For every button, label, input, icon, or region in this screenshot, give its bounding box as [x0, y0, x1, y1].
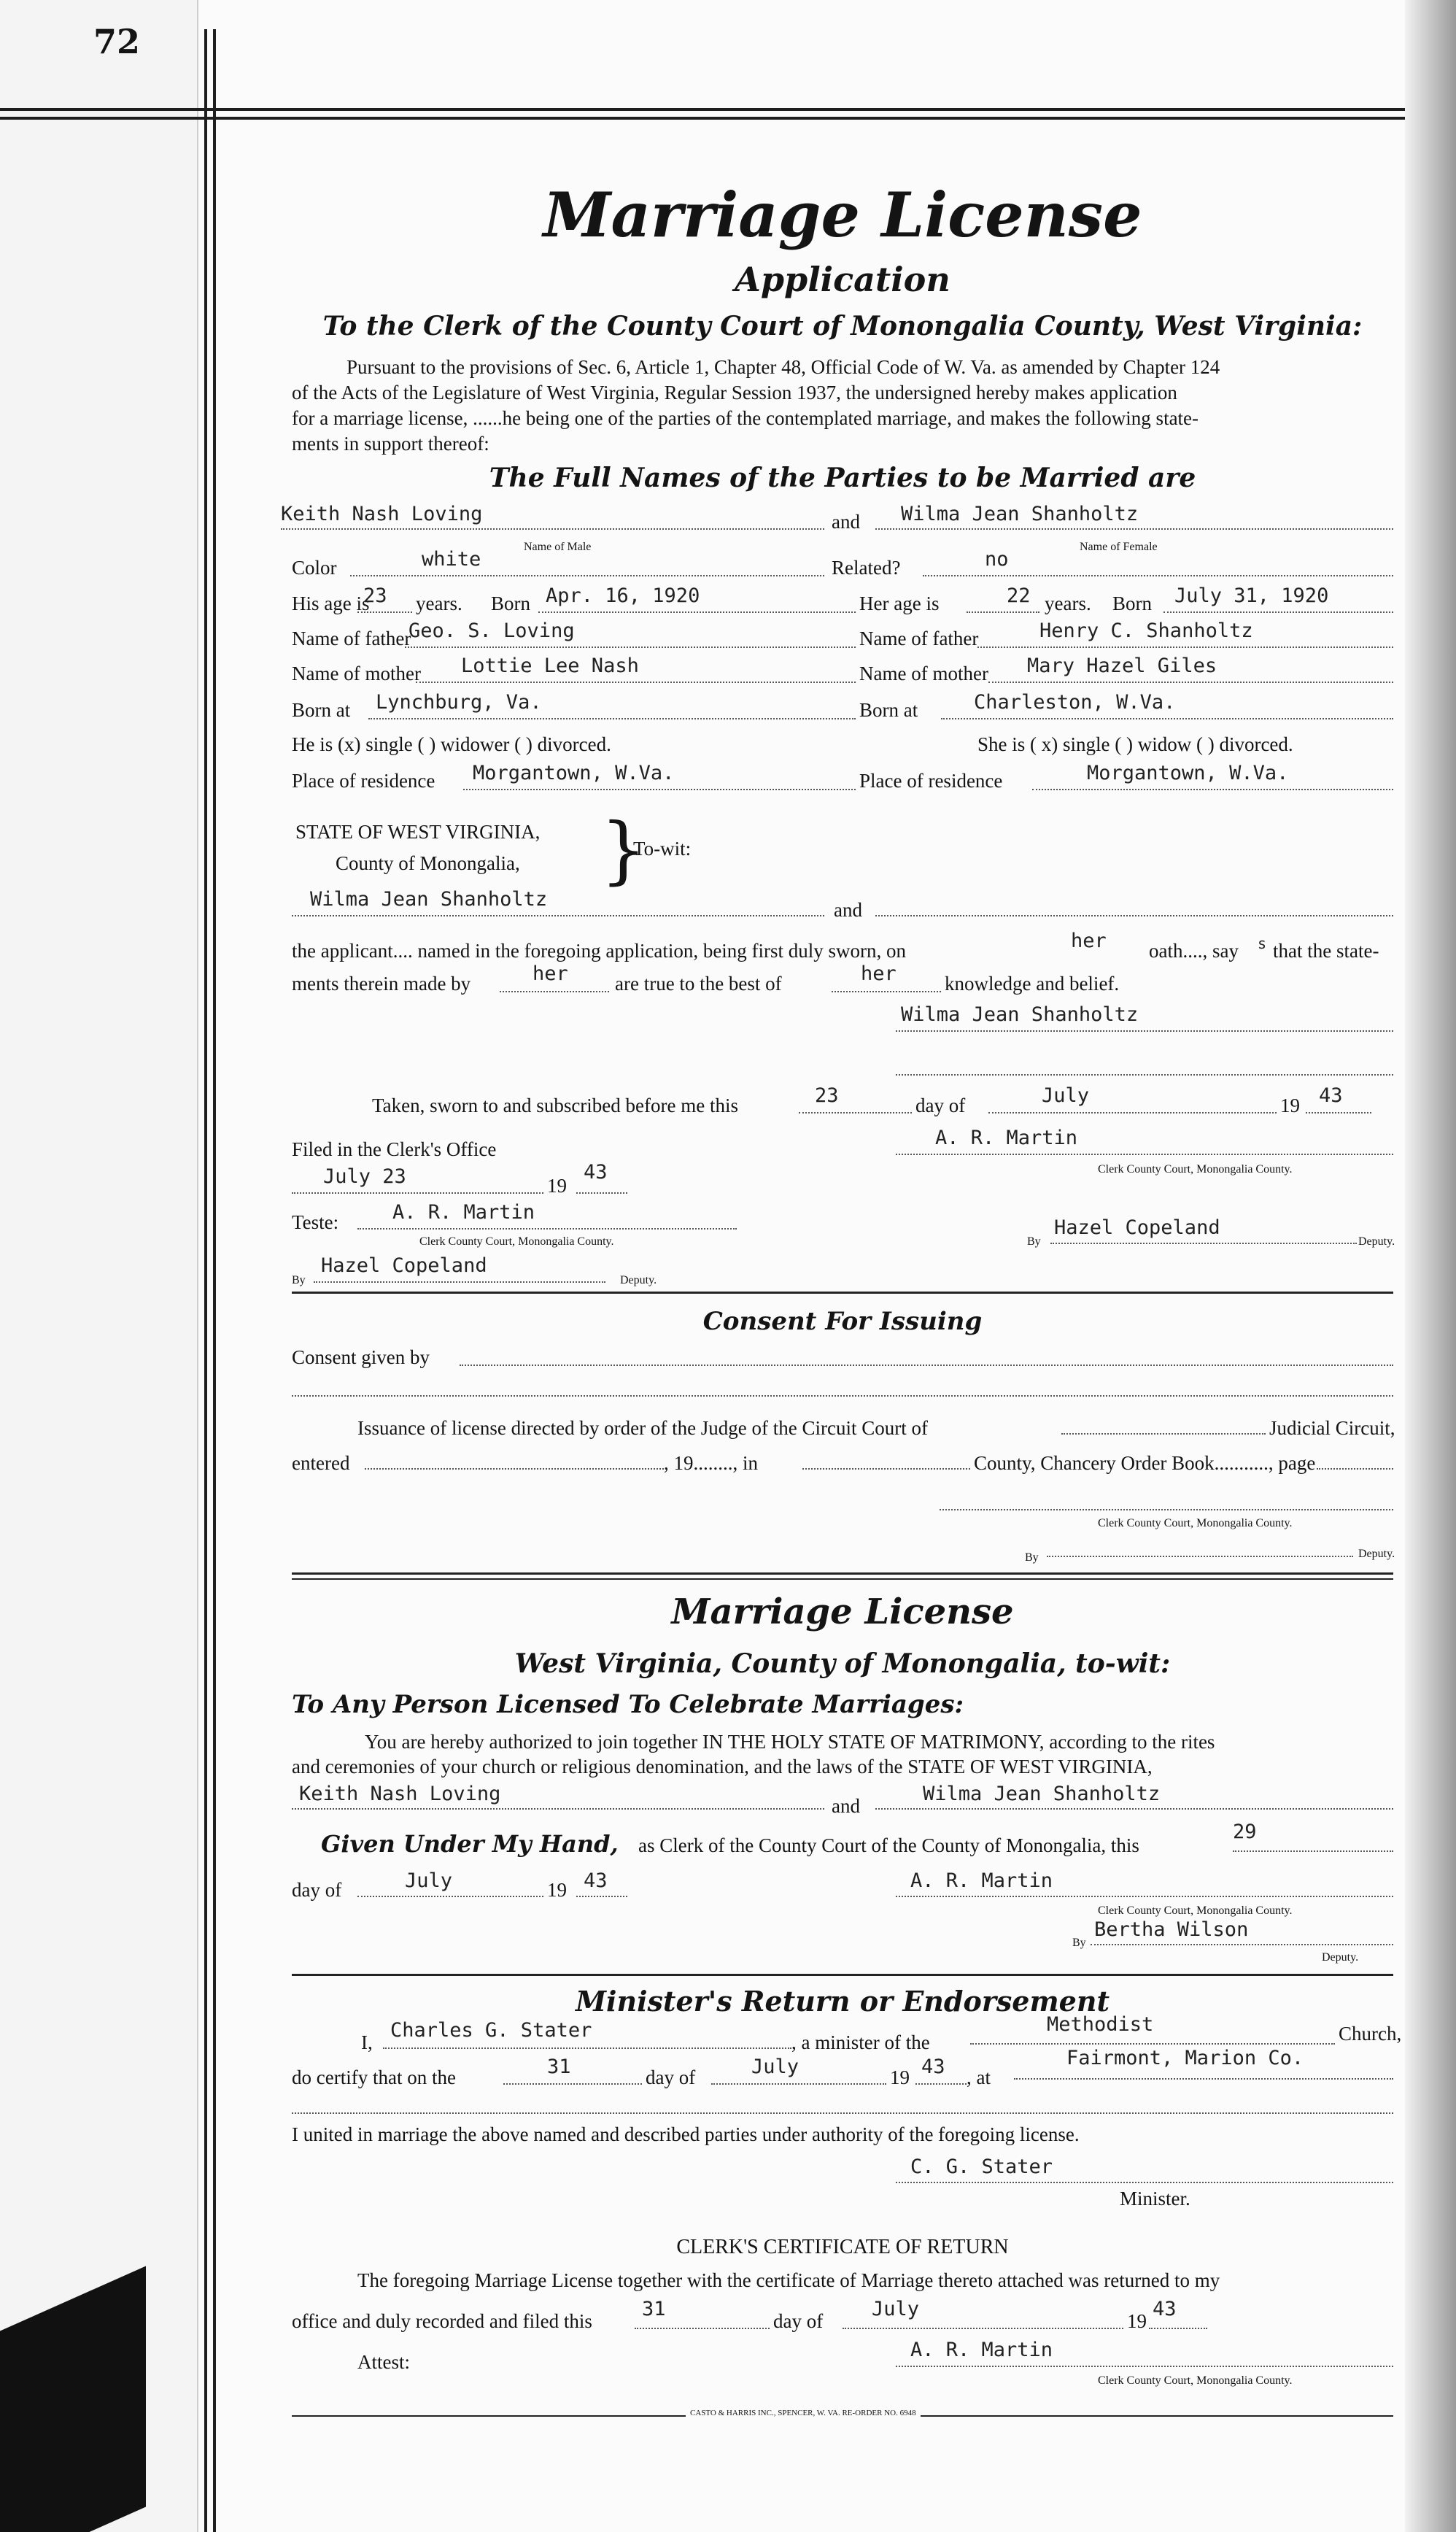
female-years-label: years.: [1045, 593, 1091, 614]
consent-given-by-line: [460, 1365, 1393, 1366]
male-father-label: Name of father: [292, 628, 411, 649]
parties-heading: The Full Names of the Parties to be Married are: [489, 463, 1196, 493]
minister-certify-label: do certify that on the: [292, 2066, 456, 2088]
license-deputy: Bertha Wilson: [1094, 1918, 1249, 1941]
license-month: July: [405, 1869, 453, 1892]
license-text-1: You are hereby authorized to join together IN THE HOLY STATE OF MATRIMONY, according to the rites: [365, 1731, 1215, 1753]
male-mother: Lottie Lee Nash: [461, 655, 639, 677]
minister-day-line: [503, 2083, 642, 2085]
male-born-at: Lynchburg, Va.: [376, 691, 542, 714]
male-born-label: Born: [491, 593, 530, 614]
male-name-caption: Name of Male: [524, 541, 592, 553]
page-edge-shadow: [1405, 0, 1456, 2532]
consent-page-line: [1317, 1468, 1393, 1470]
minister-united-text: I united in marriage the above named and described parties under authority of the foregoing license.: [292, 2123, 1080, 2145]
applicant-line-2b: are true to the best of: [615, 973, 782, 995]
certificate-text-1: The foregoing Marriage License together with the certificate of Marriage thereto attached was returned to my: [357, 2269, 1220, 2291]
minister-i-label: I,: [361, 2031, 373, 2053]
female-mother: Mary Hazel Giles: [1027, 655, 1217, 677]
minister-day-of-label: day of: [646, 2066, 696, 2088]
female-born-line: [1163, 611, 1393, 613]
oath-pronoun-2-line: [500, 991, 609, 992]
teste-by-label: By: [292, 1274, 306, 1286]
minister-blank-line: [292, 2112, 1393, 2114]
license-to-any: To Any Person Licensed To Celebrate Marriages:: [292, 1690, 964, 1719]
certificate-attest-label: Attest:: [357, 2351, 410, 2373]
male-color: white: [422, 548, 481, 571]
female-age-line: [967, 611, 1039, 613]
minister-label: Minister.: [1120, 2188, 1190, 2209]
minister-month-line: [711, 2083, 886, 2085]
oath-deputy-line: [1050, 1243, 1357, 1244]
intro-line-4: ments in support thereof:: [292, 433, 489, 455]
applicant-line-1b: oath...., say: [1149, 940, 1239, 962]
minister-day: 31: [547, 2056, 571, 2078]
male-born-at-label: Born at: [292, 699, 351, 721]
oath-pronoun-1: her: [1071, 930, 1107, 952]
consent-line-2: [292, 1395, 1393, 1397]
minister-church: Methodist: [1047, 2013, 1154, 2036]
oath-pronoun-3: her: [861, 962, 897, 985]
certificate-19-label: 19: [1127, 2310, 1147, 2332]
certificate-clerk: A. R. Martin: [910, 2339, 1053, 2361]
male-born-at-line: [368, 718, 856, 719]
minister-name: Charles G. Stater: [390, 2019, 592, 2042]
related-value: no: [985, 548, 1009, 571]
license-female-line: [875, 1808, 1393, 1810]
teste-caption: Clerk County Court, Monongalia County.: [419, 1235, 614, 1248]
oath-say-suffix: s: [1258, 935, 1267, 952]
oath-pronoun-3-line: [832, 991, 941, 992]
minister-place-line: [1014, 2078, 1393, 2080]
ledger-rule-left-2: [213, 29, 216, 2532]
certificate-heading: CLERK'S CERTIFICATE OF RETURN: [676, 2236, 1009, 2258]
license-deputy-caption: Deputy.: [1322, 1951, 1359, 1964]
intro-line-2: of the Acts of the Legislature of West Virginia, Regular Session 1937, the undersigned hereby makes application: [292, 382, 1177, 404]
consent-entered-line: [365, 1468, 664, 1470]
oath-applicant2-line: [875, 915, 1393, 916]
document-subtitle: Application: [735, 260, 950, 299]
teste-line: [357, 1228, 737, 1230]
printer-footer: CASTO & HARRIS INC., SPENCER, W. VA. RE-ORDER NO. 6948: [686, 2408, 921, 2418]
oath-signature: Wilma Jean Shanholtz: [901, 1003, 1139, 1026]
license-month-line: [357, 1896, 543, 1897]
consent-deputy-line: [1047, 1556, 1353, 1557]
female-born-at-label: Born at: [859, 699, 918, 721]
certificate-day-line: [635, 2328, 770, 2329]
consent-line-1a: Issuance of license directed by order of the Judge of the Circuit Court of: [357, 1417, 928, 1439]
oath-month: July: [1042, 1084, 1090, 1107]
minister-19-label: 19: [890, 2066, 910, 2088]
applicant-line-1a: the applicant.... named in the foregoing application, being first duly sworn, on: [292, 940, 907, 962]
license-subheading: West Virginia, County of Monongalia, to-wit:: [514, 1648, 1171, 1679]
divider-2b: [292, 1578, 1393, 1580]
certificate-year: 43: [1153, 2298, 1177, 2320]
certificate-month: July: [872, 2298, 920, 2320]
male-age: 23: [363, 584, 387, 607]
certificate-day-of-label: day of: [773, 2310, 824, 2332]
male-born-line: [538, 611, 856, 613]
consent-line-2a: entered: [292, 1452, 350, 1474]
female-born-at-line: [941, 718, 1393, 719]
minister-place: Fairmont, Marion Co.: [1066, 2047, 1304, 2069]
teste-deputy-line: [314, 1281, 605, 1283]
divider-2: [292, 1572, 1393, 1575]
license-deputy-line: [1091, 1944, 1393, 1945]
female-name-caption: Name of Female: [1080, 541, 1158, 553]
minister-signature: C. G. Stater: [910, 2155, 1053, 2178]
teste-clerk: A. R. Martin: [392, 1201, 535, 1224]
address-line: To the Clerk of the County Court of Monongalia County, West Virginia:: [322, 311, 1363, 341]
teste-deputy-caption: Deputy.: [620, 1274, 657, 1286]
consent-clerk-line: [940, 1509, 1393, 1510]
taken-sworn-label: Taken, sworn to and subscribed before me this: [372, 1095, 738, 1116]
consent-heading: Consent For Issuing: [702, 1307, 983, 1336]
color-line: [350, 575, 824, 576]
male-residence-label: Place of residence: [292, 770, 435, 792]
ledger-rule-top: [0, 108, 1408, 111]
consent-deputy-caption: Deputy.: [1358, 1548, 1395, 1560]
female-name-line: [875, 528, 1393, 530]
and-label: and: [832, 511, 860, 533]
consent-line-1b: Judicial Circuit,: [1269, 1417, 1395, 1439]
teste-deputy: Hazel Copeland: [321, 1254, 487, 1277]
color-label: Color: [292, 557, 337, 579]
oath-clerk-line: [896, 1154, 1393, 1155]
oath-applicant-line: [292, 915, 824, 916]
certificate-clerk-line: [896, 2366, 1393, 2367]
license-clerk-caption: Clerk County Court, Monongalia County.: [1098, 1904, 1293, 1917]
license-day-line: [1233, 1850, 1393, 1852]
female-residence: Morgantown, W.Va.: [1087, 762, 1289, 784]
female-marital-status: She is ( x) single ( ) widow ( ) divorced.: [977, 733, 1293, 755]
minister-at-label: , at: [967, 2066, 991, 2088]
minister-signature-line: [896, 2182, 1393, 2183]
oath-by-label: By: [1027, 1235, 1041, 1248]
filed-year-line: [576, 1192, 627, 1194]
minister-church-label: Church,: [1339, 2023, 1402, 2045]
filed-in-label: Filed in the Clerk's Office: [292, 1138, 497, 1160]
oath-day-of-label: day of: [915, 1095, 966, 1116]
oath-pronoun-2: her: [533, 962, 568, 985]
license-day-of-label: day of: [292, 1879, 342, 1901]
applicant-line-2c: knowledge and belief.: [945, 973, 1120, 995]
license-year: 43: [584, 1869, 608, 1892]
ledger-rule-left: [204, 29, 207, 2532]
ledger-rule-top-2: [0, 117, 1408, 120]
oath-month-line: [988, 1112, 1277, 1113]
oath-clerk: A. R. Martin: [935, 1127, 1078, 1149]
female-residence-line: [1032, 789, 1393, 790]
male-name: Keith Nash Loving: [281, 503, 483, 525]
female-father-label: Name of father: [859, 628, 979, 649]
oath-deputy: Hazel Copeland: [1054, 1216, 1220, 1239]
license-by-label: By: [1072, 1937, 1086, 1949]
male-residence: Morgantown, W.Va.: [473, 762, 675, 784]
female-father: Henry C. Shanholtz: [1039, 620, 1253, 642]
minister-year-line: [915, 2083, 967, 2085]
female-residence-label: Place of residence: [859, 770, 1003, 792]
license-19-label: 19: [547, 1879, 567, 1901]
state-label: STATE OF WEST VIRGINIA,: [295, 821, 541, 843]
oath-19-label: 19: [1280, 1095, 1300, 1116]
certificate-clerk-caption: Clerk County Court, Monongalia County.: [1098, 2374, 1293, 2387]
intro-line-3: for a marriage license, ......he being one of the parties of the contemplated marriage, and makes the following state-: [292, 407, 1199, 429]
license-and-label: and: [832, 1795, 860, 1817]
oath-day: 23: [815, 1084, 839, 1107]
oath-day-line: [799, 1112, 912, 1113]
license-male-name: Keith Nash Loving: [299, 1783, 501, 1805]
minister-name-line: [383, 2047, 791, 2049]
male-age-line: [357, 611, 412, 613]
male-mother-label: Name of mother: [292, 663, 421, 684]
oath-year: 43: [1319, 1084, 1343, 1107]
county-label: County of Monongalia,: [336, 852, 520, 874]
her-age-label: Her age is: [859, 593, 940, 614]
certificate-day: 31: [642, 2298, 666, 2320]
oath-applicant: Wilma Jean Shanholtz: [310, 888, 548, 911]
filed-19-label: 19: [547, 1175, 567, 1197]
license-female-name: Wilma Jean Shanholtz: [923, 1783, 1161, 1805]
male-father-line: [405, 646, 856, 648]
certificate-month-line: [843, 2328, 1123, 2329]
minister-a-minister-label: , a minister of the: [791, 2031, 930, 2053]
to-wit-label: To-wit:: [633, 838, 692, 860]
minister-church-line: [970, 2043, 1335, 2045]
minister-heading: Minister's Return or Endorsement: [575, 1985, 1110, 2018]
female-name: Wilma Jean Shanholtz: [901, 503, 1139, 525]
female-born: July 31, 1920: [1174, 584, 1329, 607]
related-label: Related?: [832, 557, 901, 579]
license-day: 29: [1233, 1821, 1257, 1843]
female-father-line: [977, 646, 1393, 648]
license-year-line: [576, 1896, 627, 1897]
consent-circuit-line: [1061, 1433, 1266, 1435]
male-marital-status: He is (x) single ( ) widower ( ) divorced.: [292, 733, 611, 755]
male-years-label: years.: [416, 593, 462, 614]
page-number: 72: [93, 22, 141, 61]
filed-year: 43: [584, 1161, 608, 1184]
consent-line-2b: , 19........, in: [664, 1452, 759, 1474]
related-line: [923, 575, 1393, 576]
given-under-hand: Given Under My Hand,: [321, 1830, 619, 1858]
female-mother-line: [988, 682, 1393, 683]
divider-3: [292, 1974, 1393, 1976]
teste-label: Teste:: [292, 1211, 339, 1233]
male-born: Apr. 16, 1920: [546, 584, 700, 607]
male-mother-line: [416, 682, 856, 683]
male-name-line: [281, 528, 824, 530]
female-born-label: Born: [1112, 593, 1152, 614]
minister-year: 43: [921, 2056, 945, 2078]
license-text-2: and ceremonies of your church or religious denomination, and the laws of the STATE OF WEST VIRGINIA,: [292, 1756, 1153, 1778]
oath-year-line: [1306, 1112, 1371, 1113]
female-age: 22: [1007, 584, 1031, 607]
document-title: Marriage License: [543, 179, 1142, 251]
oath-deputy-caption: Deputy.: [1358, 1235, 1395, 1248]
license-clerk-line: [896, 1896, 1393, 1897]
female-born-at: Charleston, W.Va.: [974, 691, 1176, 714]
license-heading: Marriage License: [671, 1591, 1014, 1632]
certificate-year-line: [1149, 2328, 1207, 2329]
oath-signature-line-2: [896, 1074, 1393, 1076]
intro-line-1: Pursuant to the provisions of Sec. 6, Article 1, Chapter 48, Official Code of W. Va. as amended by Chapter 124: [346, 356, 1220, 378]
filed-date: July 23: [323, 1165, 406, 1188]
ledger-margin: [0, 0, 198, 2532]
filed-date-line: [292, 1192, 543, 1194]
license-clerk: A. R. Martin: [910, 1869, 1053, 1892]
oath-signature-line: [896, 1030, 1393, 1032]
license-male-line: [292, 1808, 824, 1810]
brace: }: [600, 807, 647, 892]
divider-1: [292, 1292, 1393, 1294]
his-age-label: His age is: [292, 593, 370, 614]
minister-month: July: [751, 2056, 799, 2078]
consent-line-2c: County, Chancery Order Book..........., page: [974, 1452, 1316, 1474]
applicant-line-2a: ments therein made by: [292, 973, 471, 995]
consent-county-line: [802, 1468, 970, 1470]
applicant-line-1c: that the state-: [1273, 940, 1379, 962]
oath-and-label: and: [834, 899, 862, 921]
consent-given-by-label: Consent given by: [292, 1346, 430, 1368]
male-residence-line: [463, 789, 856, 790]
male-father: Geo. S. Loving: [408, 620, 575, 642]
consent-by-label: By: [1025, 1551, 1039, 1564]
female-mother-label: Name of mother: [859, 663, 988, 684]
consent-clerk-caption: Clerk County Court, Monongalia County.: [1098, 1517, 1293, 1529]
certificate-text-2a: office and duly recorded and filed this: [292, 2310, 592, 2332]
oath-clerk-caption: Clerk County Court, Monongalia County.: [1098, 1163, 1293, 1176]
given-text: as Clerk of the County Court of the County of Monongalia, this: [638, 1834, 1139, 1856]
